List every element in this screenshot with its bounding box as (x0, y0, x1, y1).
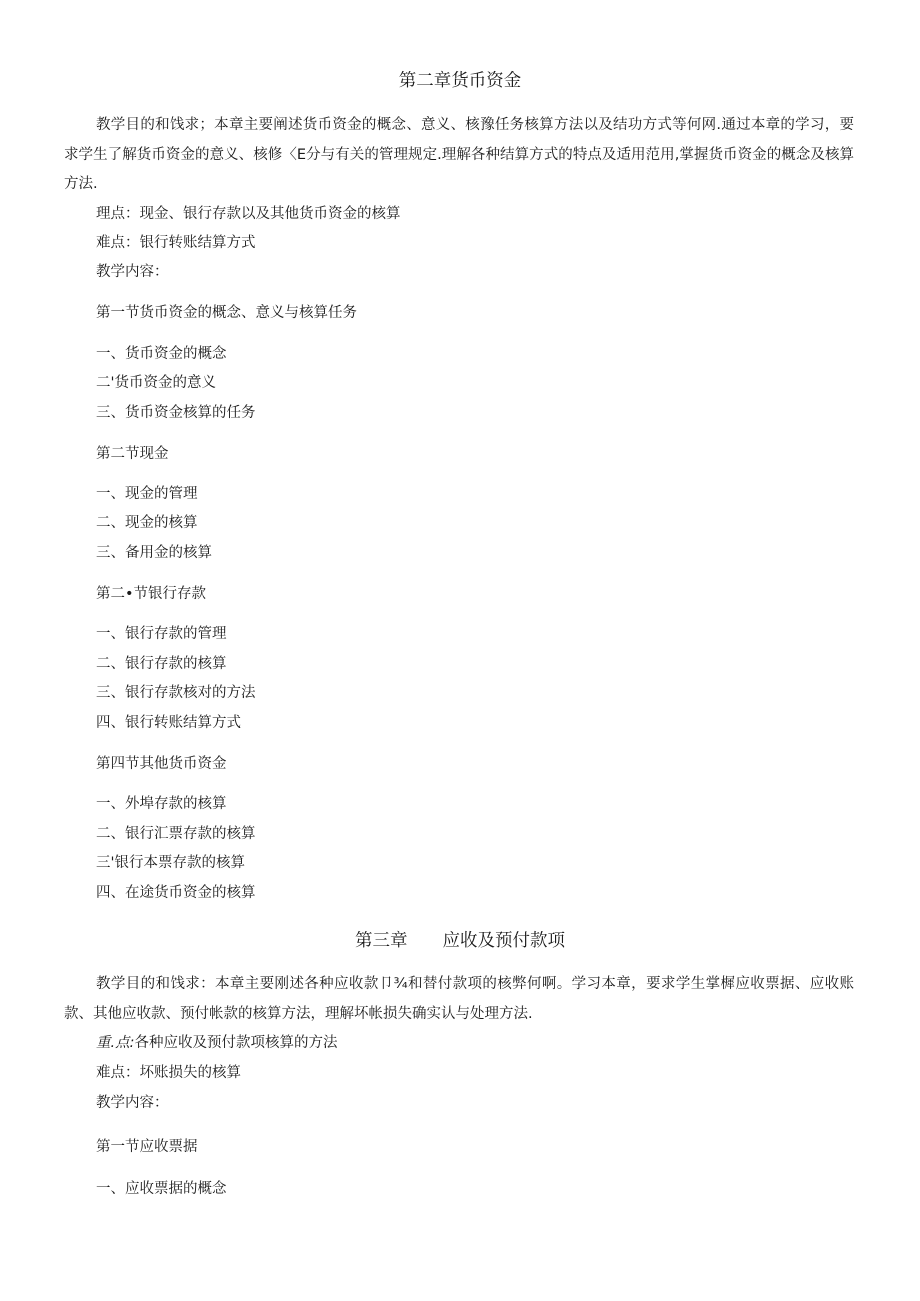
chapter-intro: 教学目的和饯求：本章主要刚述各种应收款卩¾和替付款项的核弊何啊。学习本章，要求学生掌樨应收票据、应收账款、其他应收款、预付帐款的核算方法，理解坏帐损失确实认与处理方法. (64, 976, 854, 1022)
chapter-title: 第三章 应收及预付款项 (355, 931, 565, 951)
key-point-text: 各种应收及预付款项核算的方法 (134, 1035, 338, 1051)
key-point (96, 1033, 338, 1053)
content-label: 教学内容： (96, 1095, 169, 1111)
key-point: 理点：现金、银行存款以及其他货币资金的核算 (96, 206, 401, 222)
list-item: 三、备用金的核算 (96, 545, 212, 561)
list-item: 三、货币资金核算的任务 (96, 405, 256, 421)
list-item: 二、现金的核算 (96, 515, 198, 531)
list-item: 四、在途货币资金的核算 (96, 885, 256, 901)
difficulty-point: 难点：银行转账结算方式 (96, 235, 256, 251)
list-item: 二、银行存款的核算 (96, 656, 227, 672)
chapter-title: 第二章货币资金 (398, 71, 522, 91)
list-item: 二、银行汇票存款的核算 (96, 826, 256, 842)
list-item: 三'银行本票存款的核算 (96, 855, 245, 871)
chapter-intro: 教学目的和饯求；本章主要阐述货币资金的概念、意义、核豫任务核算方法以及结功方式等何网.通过本章的学习，要求学生了解货币资金的意义、核修〈E分与有关的管理规定.理解各种结算方式的特点及适用范用,掌握货币资金的概念及核算方法. (64, 117, 855, 192)
difficulty-point: 难点：坏账损失的核算 (96, 1065, 241, 1081)
section-title: 第四节其他货币资金 (96, 756, 227, 772)
list-item: 四、银行转账结算方式 (96, 715, 241, 731)
key-point-prefix: 重.点: (96, 1035, 135, 1051)
section-title: 第二•节银行存款 (96, 586, 207, 602)
section-title: 第一节货币资金的概念、意义与核算任务 (96, 305, 357, 321)
section-title: 第二节现金 (96, 446, 169, 462)
list-item: 三、银行存款核对的方法 (96, 685, 256, 701)
list-item: 一、银行存款的管理 (96, 626, 227, 642)
section-title: 第一节应收票据 (96, 1139, 198, 1155)
list-item: 一、应收票据的概念 (96, 1181, 227, 1197)
list-item: 一、外埠存款的核算 (96, 796, 227, 812)
content-label: 教学内容： (96, 264, 169, 280)
list-item: 一、现金的管理 (96, 486, 198, 502)
list-item: 二'货币资金的意义 (96, 375, 216, 391)
list-item: 一、货币资金的概念 (96, 346, 227, 362)
